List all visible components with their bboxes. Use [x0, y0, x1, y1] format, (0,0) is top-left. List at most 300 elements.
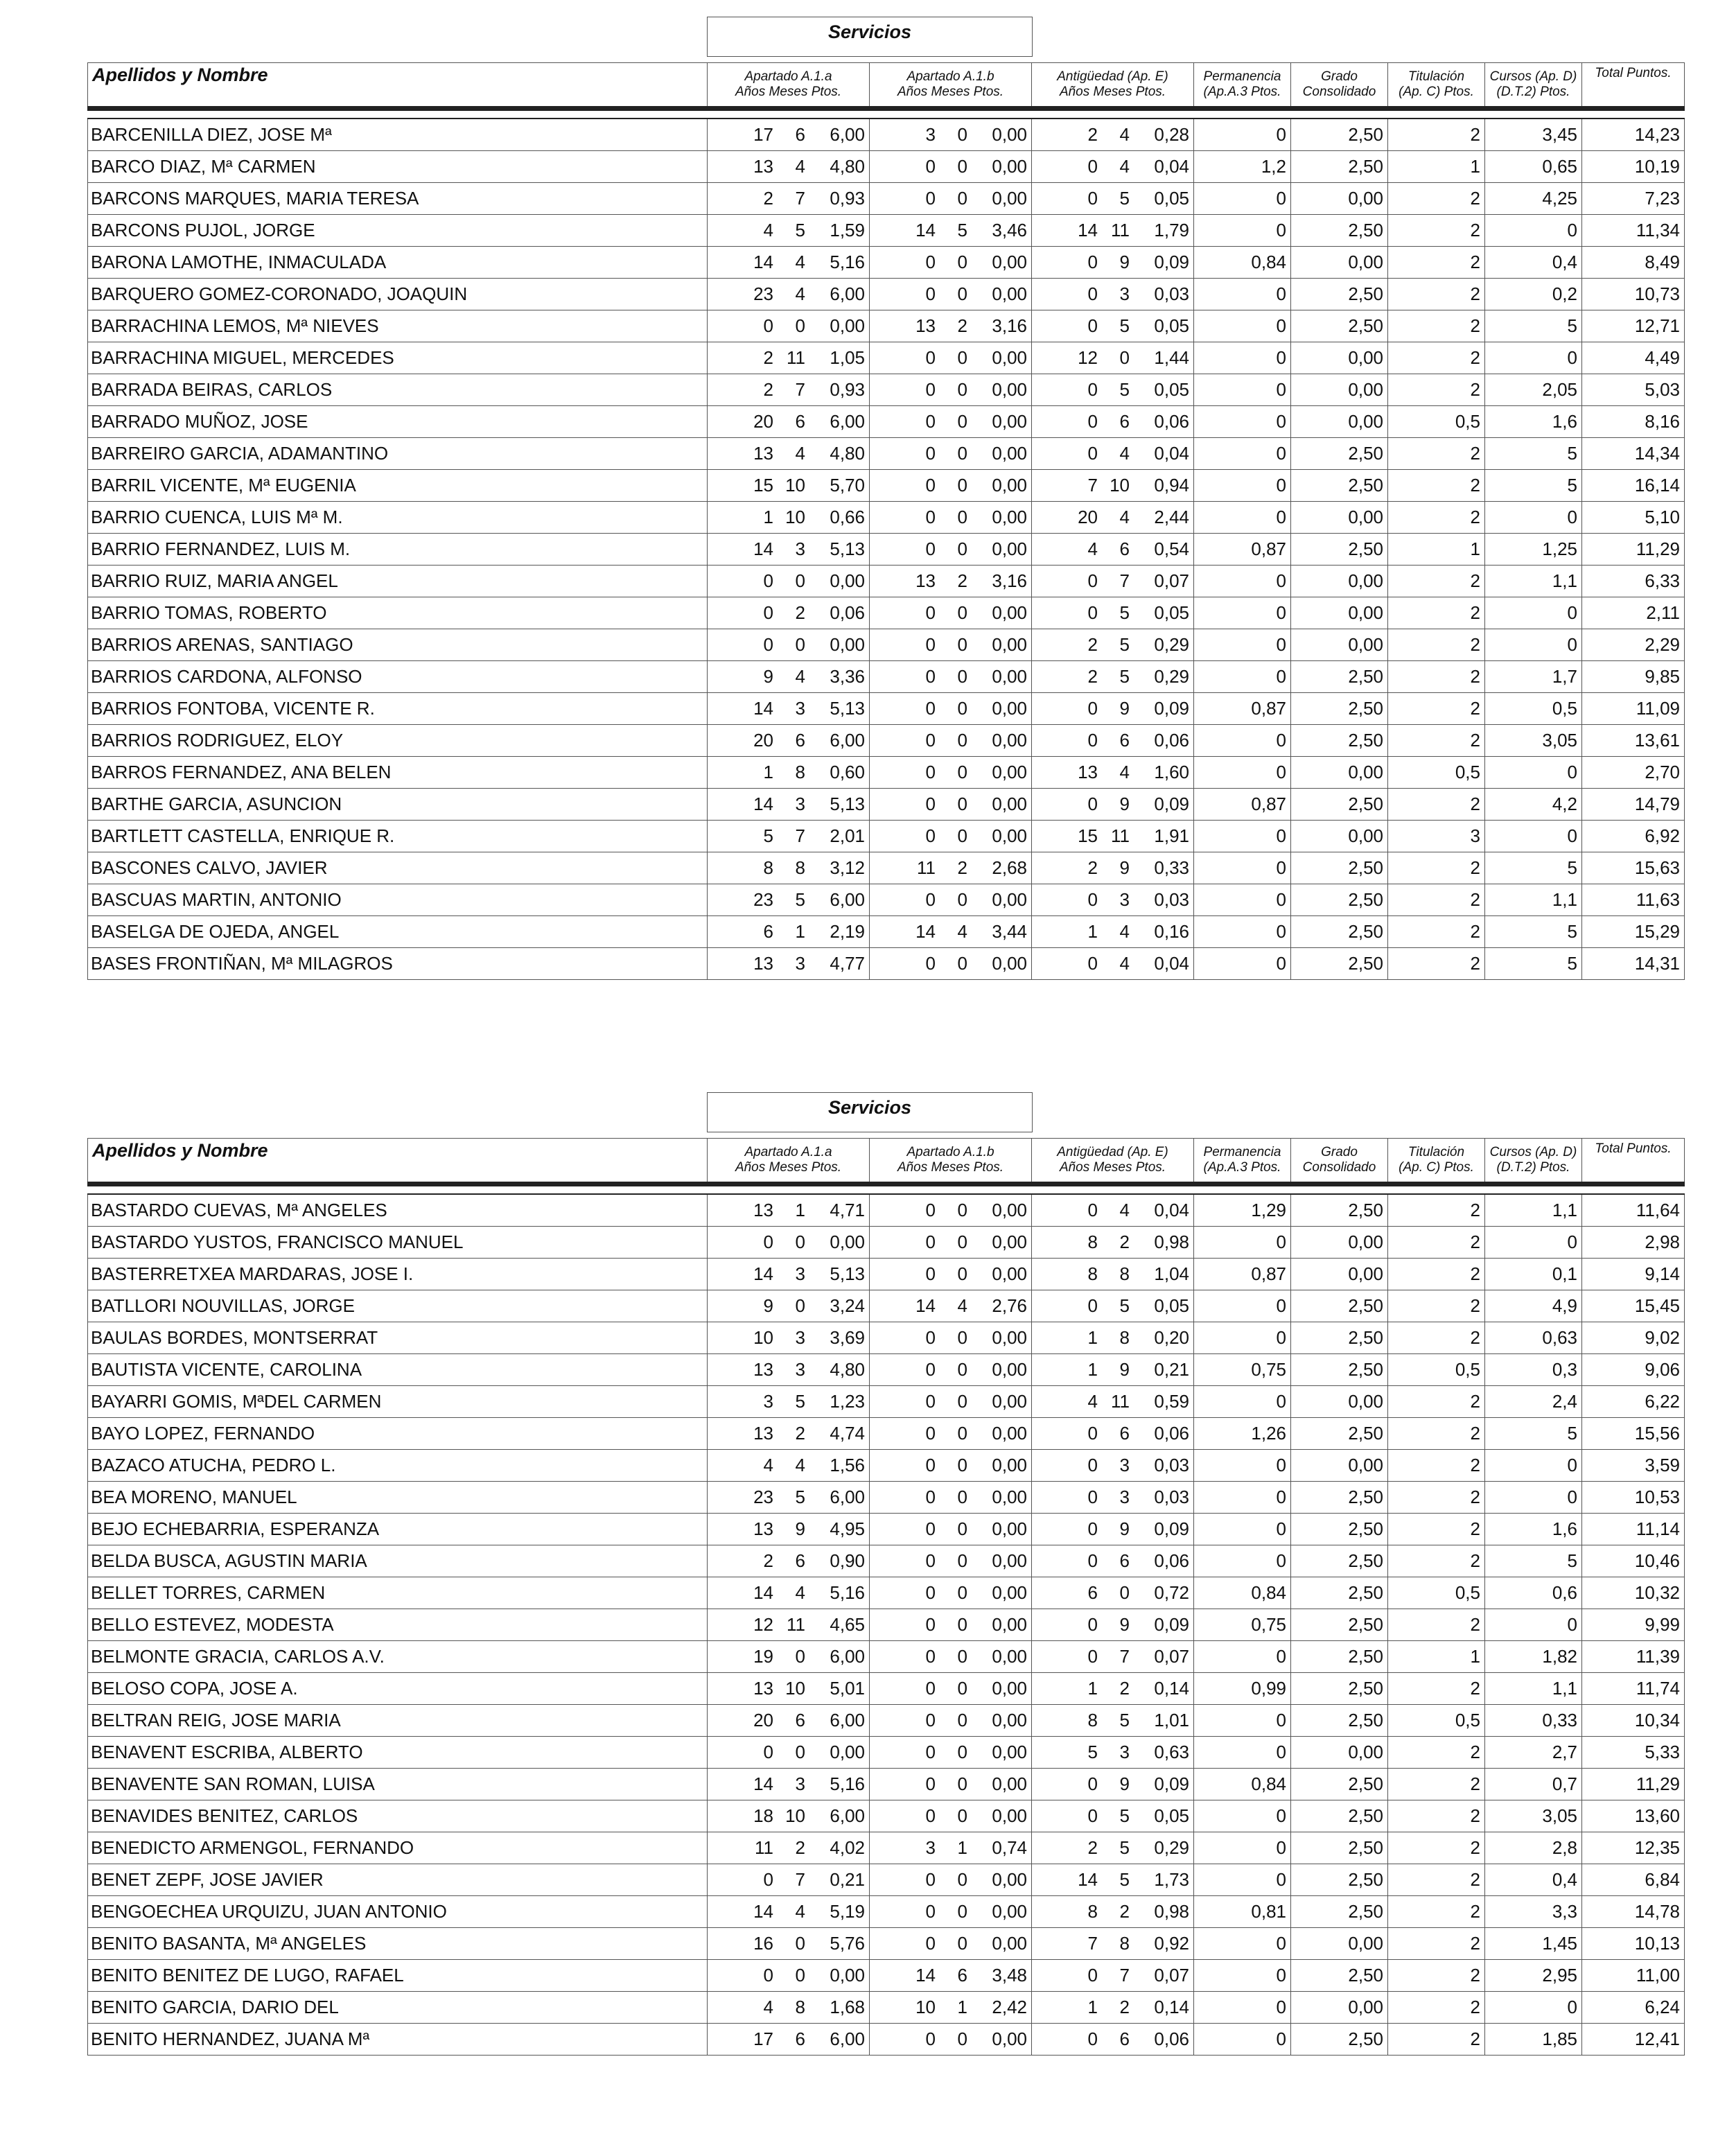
cell-a1b: [870, 852, 1032, 884]
cell-cursos: 0: [1485, 757, 1582, 789]
cell-a1b: [870, 279, 1032, 310]
cell-titulacion: 2: [1388, 1928, 1485, 1960]
cell-a1a: [708, 1577, 870, 1609]
cell-permanencia: 0: [1194, 1227, 1291, 1259]
cell-a1b-part: 0: [925, 1901, 936, 1922]
cell-name: BENITO GARCIA, DARIO DEL: [88, 1992, 708, 2024]
cell-grado: 0,00: [1291, 597, 1388, 629]
cell-a1b-part: 11: [917, 857, 936, 878]
cell-grado: 0,00: [1291, 821, 1388, 852]
cell-name: BENAVIDES BENITEZ, CARLOS: [88, 1800, 708, 1832]
col-a1b: Apartado A.1.b Años Meses Ptos.: [870, 63, 1032, 109]
cell-antiguedad: [1032, 1832, 1194, 1864]
cell-titulacion: 2: [1388, 342, 1485, 374]
cell-antiguedad: [1032, 884, 1194, 916]
cell-a1a-part: 0: [795, 1965, 805, 1986]
cell-antiguedad-part: 0: [1087, 1646, 1098, 1667]
cell-a1a-part: 0: [763, 570, 773, 591]
cell-total: 14,23: [1582, 119, 1685, 151]
cell-antiguedad-part: 0,04: [1154, 1200, 1189, 1220]
cell-a1b-part: 0: [957, 1487, 967, 1507]
cell-antiguedad: [1032, 1354, 1194, 1386]
cell-cursos: 1,6: [1485, 406, 1582, 438]
cell-antiguedad-part: 9: [1119, 794, 1130, 814]
cell-a1a-part: 10: [785, 507, 805, 527]
cell-name: BENAVENTE SAN ROMAN, LUISA: [88, 1769, 708, 1800]
cell-titulacion: 2: [1388, 438, 1485, 470]
table-row: [88, 1673, 1685, 1705]
cell-a1b-part: 0: [925, 1263, 936, 1284]
cell-cursos: 0,7: [1485, 1769, 1582, 1800]
cell-antiguedad-part: 10: [1110, 475, 1130, 496]
col-total: Total Puntos.: [1582, 63, 1685, 109]
table-header: [88, 1139, 1685, 1195]
cell-a1a: [708, 757, 870, 789]
cell-titulacion: 2: [1388, 183, 1485, 215]
cell-a1a: [708, 1514, 870, 1545]
cell-total: 14,79: [1582, 789, 1685, 821]
cell-a1b-part: 0: [957, 1901, 967, 1922]
cell-antiguedad-part: 0,05: [1154, 1805, 1189, 1826]
table-row: [88, 948, 1685, 980]
cell-a1a: [708, 151, 870, 183]
cell-a1b-part: 0,00: [992, 252, 1027, 272]
cell-antiguedad-part: 0,07: [1154, 1646, 1189, 1667]
table-row: [88, 1992, 1685, 2024]
cell-a1a-part: 13: [753, 1518, 773, 1539]
cell-antiguedad-part: 0,29: [1154, 1837, 1189, 1858]
table-row: [88, 247, 1685, 279]
cell-antiguedad-part: 0: [1119, 347, 1130, 368]
cell-titulacion: 2: [1388, 215, 1485, 247]
cell-name: BARQUERO GOMEZ-CORONADO, JOAQUIN: [88, 279, 708, 310]
cell-titulacion: 3: [1388, 821, 1485, 852]
cell-a1a-part: 1: [763, 507, 773, 527]
cell-grado: 2,50: [1291, 215, 1388, 247]
cell-permanencia: 0,87: [1194, 789, 1291, 821]
cell-a1b-part: 0: [925, 953, 936, 974]
cell-antiguedad-part: 3: [1119, 1487, 1130, 1507]
col-a1a: Apartado A.1.a Años Meses Ptos.: [708, 1139, 870, 1184]
cell-a1b-part: 0,00: [992, 411, 1027, 432]
cell-a1a: [708, 1290, 870, 1322]
cell-antiguedad-part: 0: [1087, 315, 1098, 336]
cell-antiguedad-part: 0,09: [1154, 698, 1189, 719]
cell-name: BARONA LAMOTHE, INMACULADA: [88, 247, 708, 279]
cell-antiguedad-part: 0: [1087, 188, 1098, 209]
cell-a1a-part: 6,00: [830, 124, 865, 145]
table-row: [88, 151, 1685, 183]
cell-a1b-part: 4: [957, 1295, 967, 1316]
cell-a1a-part: 5,19: [830, 1901, 865, 1922]
cell-a1a-part: 4,95: [830, 1518, 865, 1539]
cell-cursos: 2,95: [1485, 1960, 1582, 1992]
cell-a1a-part: 23: [753, 283, 773, 304]
cell-antiguedad-part: 5: [1119, 1295, 1130, 1316]
cell-total: 16,14: [1582, 470, 1685, 502]
cell-antiguedad-part: 0,03: [1154, 1455, 1189, 1475]
cell-name: BEJO ECHEBARRIA, ESPERANZA: [88, 1514, 708, 1545]
cell-a1b-part: 0: [925, 443, 936, 464]
cell-a1b-part: 0: [957, 188, 967, 209]
cell-titulacion: 2: [1388, 1673, 1485, 1705]
table-row: [88, 1864, 1685, 1896]
cell-name: BENEDICTO ARMENGOL, FERNANDO: [88, 1832, 708, 1864]
cell-a1b: [870, 1514, 1032, 1545]
cell-antiguedad-part: 0,06: [1154, 411, 1189, 432]
cell-cursos: 5: [1485, 438, 1582, 470]
cell-a1b-part: 0: [957, 1518, 967, 1539]
cell-a1a-part: 17: [753, 124, 773, 145]
table-row: [88, 470, 1685, 502]
cell-a1b: [870, 1545, 1032, 1577]
cell-a1a-part: 4,71: [830, 1200, 865, 1220]
cell-a1b-part: 0: [957, 252, 967, 272]
col-name: Apellidos y Nombre: [88, 63, 708, 109]
cell-permanencia: 0,84: [1194, 1769, 1291, 1800]
table-body: [88, 1194, 1685, 2056]
cell-antiguedad-part: 4: [1119, 443, 1130, 464]
cell-a1a: [708, 1992, 870, 2024]
cell-a1b: [870, 1992, 1032, 2024]
cell-a1b-part: 0,00: [992, 1773, 1027, 1794]
cell-a1b: [870, 310, 1032, 342]
cell-total: 6,84: [1582, 1864, 1685, 1896]
cell-permanencia: 0: [1194, 1800, 1291, 1832]
cell-a1b: [870, 1800, 1032, 1832]
cell-total: 13,61: [1582, 725, 1685, 757]
cell-a1b-part: 3: [925, 124, 936, 145]
cell-a1b-part: 0,00: [992, 1200, 1027, 1220]
cell-cursos: 4,25: [1485, 183, 1582, 215]
cell-a1a-part: 18: [753, 1805, 773, 1826]
cell-permanencia: 0: [1194, 566, 1291, 597]
cell-antiguedad-part: 0: [1087, 1518, 1098, 1539]
cell-name: BARROS FERNANDEZ, ANA BELEN: [88, 757, 708, 789]
cell-a1b: [870, 1673, 1032, 1705]
cell-name: BENAVENT ESCRIBA, ALBERTO: [88, 1737, 708, 1769]
cell-total: 6,33: [1582, 566, 1685, 597]
table-header: [88, 63, 1685, 119]
cell-total: 15,56: [1582, 1418, 1685, 1450]
cell-titulacion: 2: [1388, 119, 1485, 151]
cell-a1b-part: 0: [925, 283, 936, 304]
cell-a1a-part: 3: [795, 698, 805, 719]
cell-a1a: [708, 1737, 870, 1769]
cell-name: BARRIO CUENCA, LUIS Mª M.: [88, 502, 708, 534]
cell-a1a-part: 4,74: [830, 1423, 865, 1444]
cell-a1a-part: 0: [795, 1295, 805, 1316]
cell-grado: 2,50: [1291, 438, 1388, 470]
cell-grado: 2,50: [1291, 1514, 1388, 1545]
cell-a1b: [870, 247, 1032, 279]
cell-cursos: 0,65: [1485, 151, 1582, 183]
cell-antiguedad-part: 0: [1087, 1455, 1098, 1475]
table-row: [88, 1577, 1685, 1609]
cell-antiguedad: [1032, 470, 1194, 502]
cell-a1b-part: 0: [925, 1518, 936, 1539]
cell-a1a-part: 4,77: [830, 953, 865, 974]
cell-a1b-part: 0: [957, 953, 967, 974]
cell-a1a-part: 4,02: [830, 1837, 865, 1858]
cell-name: BARRIL VICENTE, Mª EUGENIA: [88, 470, 708, 502]
cell-a1a-part: 1,68: [830, 1997, 865, 2017]
cell-total: 11,00: [1582, 1960, 1685, 1992]
cell-a1b-part: 0: [957, 1327, 967, 1348]
cell-a1a-part: 13: [753, 1678, 773, 1699]
col-total: Total Puntos.: [1582, 1139, 1685, 1184]
cell-a1a: [708, 566, 870, 597]
cell-permanencia: 0: [1194, 1992, 1291, 2024]
cell-a1a-part: 0: [763, 1869, 773, 1890]
cell-antiguedad-part: 1: [1087, 1359, 1098, 1380]
cell-a1a: [708, 1928, 870, 1960]
cell-a1a-part: 0: [763, 315, 773, 336]
cell-a1b: [870, 374, 1032, 406]
cell-a1a: [708, 1832, 870, 1864]
cell-cursos: 0,63: [1485, 1322, 1582, 1354]
table-row: [88, 1418, 1685, 1450]
cell-antiguedad-part: 11: [1111, 825, 1130, 846]
cell-total: 12,35: [1582, 1832, 1685, 1864]
cell-antiguedad: [1032, 821, 1194, 852]
cell-a1a-part: 6,00: [830, 889, 865, 910]
cell-grado: 2,50: [1291, 725, 1388, 757]
col-cursos: Cursos (Ap. D) (D.T.2) Ptos.: [1485, 63, 1582, 109]
cell-a1b-part: 13: [915, 315, 936, 336]
cell-grado: 0,00: [1291, 502, 1388, 534]
cell-permanencia: 0: [1194, 342, 1291, 374]
cell-a1b-part: 0: [957, 1200, 967, 1220]
cell-permanencia: 0: [1194, 1864, 1291, 1896]
cell-a1b-part: 0,00: [992, 188, 1027, 209]
cell-a1b: [870, 438, 1032, 470]
cell-a1b: [870, 1259, 1032, 1290]
cell-cursos: 0: [1485, 1609, 1582, 1641]
cell-titulacion: 2: [1388, 1960, 1485, 1992]
cell-grado: 2,50: [1291, 279, 1388, 310]
table-row: [88, 310, 1685, 342]
cell-antiguedad: [1032, 1928, 1194, 1960]
cell-a1a-part: 1,05: [830, 347, 865, 368]
cell-a1a-part: 4: [795, 1582, 805, 1603]
cell-a1a-part: 7: [795, 1869, 805, 1890]
cell-cursos: 0: [1485, 1450, 1582, 1482]
cell-a1b: [870, 661, 1032, 693]
cell-antiguedad-part: 5: [1119, 602, 1130, 623]
cell-a1b-part: 0: [925, 1742, 936, 1762]
cell-cursos: 3,05: [1485, 1800, 1582, 1832]
cell-permanencia: 0: [1194, 821, 1291, 852]
cell-total: 6,92: [1582, 821, 1685, 852]
cell-antiguedad: [1032, 1769, 1194, 1800]
cell-titulacion: 2: [1388, 1450, 1485, 1482]
cell-grado: 0,00: [1291, 247, 1388, 279]
cell-a1a-part: 3: [763, 1391, 773, 1412]
table-row: [88, 884, 1685, 916]
col-a1b: Apartado A.1.b Años Meses Ptos.: [870, 1139, 1032, 1184]
cell-a1a-part: 0,00: [830, 570, 865, 591]
cell-a1b-part: 0: [957, 124, 967, 145]
cell-titulacion: 2: [1388, 948, 1485, 980]
cell-a1a-part: 6,00: [830, 411, 865, 432]
cell-titulacion: 2: [1388, 2024, 1485, 2056]
cell-a1b: [870, 629, 1032, 661]
cell-a1b: [870, 534, 1032, 566]
cell-antiguedad: [1032, 1450, 1194, 1482]
cell-permanencia: 0: [1194, 597, 1291, 629]
cell-antiguedad-part: 1,91: [1154, 825, 1189, 846]
cell-a1a-part: 14: [753, 538, 773, 559]
cell-a1a-part: 0: [763, 1965, 773, 1986]
cell-antiguedad-part: 1: [1087, 1327, 1098, 1348]
cell-a1b-part: 0: [925, 1805, 936, 1826]
cell-a1b-part: 0: [925, 347, 936, 368]
cell-antiguedad-part: 0,07: [1154, 1965, 1189, 1986]
cell-antiguedad-part: 1: [1087, 1678, 1098, 1699]
cell-a1a-part: 13: [753, 1200, 773, 1220]
cell-antiguedad-part: 0: [1119, 1582, 1130, 1603]
cell-grado: 2,50: [1291, 1609, 1388, 1641]
cell-a1b: [870, 502, 1032, 534]
cell-antiguedad-part: 8: [1087, 1263, 1098, 1284]
cell-name: BASCUAS MARTIN, ANTONIO: [88, 884, 708, 916]
cell-grado: 2,50: [1291, 1641, 1388, 1673]
cell-a1b-part: 0: [925, 1933, 936, 1954]
cell-a1b-part: 0: [957, 1805, 967, 1826]
cell-a1a-part: 4,65: [830, 1614, 865, 1635]
cell-a1a-part: 4,80: [830, 156, 865, 177]
cell-permanencia: 0: [1194, 1545, 1291, 1577]
cell-a1a-part: 0,93: [830, 379, 865, 400]
cell-name: BENITO BENITEZ DE LUGO, RAFAEL: [88, 1960, 708, 1992]
cell-a1a-part: 14: [753, 698, 773, 719]
cell-grado: 2,50: [1291, 1418, 1388, 1450]
cell-permanencia: 0: [1194, 215, 1291, 247]
cell-antiguedad-part: 3: [1119, 1742, 1130, 1762]
cell-antiguedad-part: 0: [1087, 411, 1098, 432]
cell-a1a-part: 4: [795, 252, 805, 272]
cell-a1a-part: 2: [763, 188, 773, 209]
cell-a1b-part: 0,00: [992, 953, 1027, 974]
cell-antiguedad: [1032, 247, 1194, 279]
table-row: [88, 566, 1685, 597]
cell-antiguedad-part: 0,94: [1154, 475, 1189, 496]
cell-titulacion: 2: [1388, 1609, 1485, 1641]
cell-a1a-part: 4: [795, 443, 805, 464]
cell-a1b-part: 3,16: [992, 315, 1027, 336]
cell-permanencia: 0: [1194, 1737, 1291, 1769]
cell-a1b-part: 0: [957, 1423, 967, 1444]
cell-a1b: [870, 1450, 1032, 1482]
cell-antiguedad-part: 4: [1119, 124, 1130, 145]
cell-a1b-part: 0,00: [992, 1646, 1027, 1667]
cell-titulacion: 2: [1388, 1418, 1485, 1450]
cell-total: 14,34: [1582, 438, 1685, 470]
cell-antiguedad-part: 0,33: [1154, 857, 1189, 878]
cell-a1a-part: 0: [795, 570, 805, 591]
cell-name: BELLO ESTEVEZ, MODESTA: [88, 1609, 708, 1641]
cell-a1a-part: 0,93: [830, 188, 865, 209]
cell-name: BARRIO TOMAS, ROBERTO: [88, 597, 708, 629]
cell-permanencia: 0: [1194, 374, 1291, 406]
cell-a1a-part: 3: [795, 1773, 805, 1794]
cell-antiguedad-part: 6: [1119, 411, 1130, 432]
cell-name: BARRIOS RODRIGUEZ, ELOY: [88, 725, 708, 757]
cell-grado: 2,50: [1291, 1354, 1388, 1386]
cell-a1b-part: 0,00: [992, 1742, 1027, 1762]
cell-a1b-part: 0: [925, 602, 936, 623]
cell-antiguedad-part: 7: [1119, 570, 1130, 591]
table-row: [88, 1769, 1685, 1800]
cell-grado: 2,50: [1291, 310, 1388, 342]
cell-name: BELOSO COPA, JOSE A.: [88, 1673, 708, 1705]
cell-antiguedad-part: 6: [1119, 1550, 1130, 1571]
cell-a1b-part: 1: [957, 1837, 967, 1858]
cell-name: BENGOECHEA URQUIZU, JUAN ANTONIO: [88, 1896, 708, 1928]
cell-a1b-part: 2: [957, 570, 967, 591]
cell-grado: 2,50: [1291, 884, 1388, 916]
cell-a1b: [870, 725, 1032, 757]
cell-cursos: 0: [1485, 597, 1582, 629]
cell-permanencia: 0,87: [1194, 1259, 1291, 1290]
cell-a1b-part: 0: [957, 762, 967, 782]
table-row: [88, 725, 1685, 757]
cell-a1b-part: 4: [957, 921, 967, 942]
cell-antiguedad: [1032, 629, 1194, 661]
cell-a1a-part: 4,80: [830, 1359, 865, 1380]
cell-cursos: 3,45: [1485, 119, 1582, 151]
cell-a1b-part: 0: [925, 1327, 936, 1348]
cell-permanencia: 0: [1194, 1322, 1291, 1354]
cell-a1a-part: 10: [753, 1327, 773, 1348]
cell-cursos: 1,1: [1485, 566, 1582, 597]
cell-a1a-part: 4: [763, 220, 773, 240]
cell-a1b-part: 0: [925, 156, 936, 177]
cell-a1b: [870, 1194, 1032, 1227]
cell-a1b-part: 0,00: [992, 1518, 1027, 1539]
cell-a1b-part: 0,00: [992, 794, 1027, 814]
cell-permanencia: 0: [1194, 119, 1291, 151]
cell-a1b-part: 0,00: [992, 1933, 1027, 1954]
cell-a1b-part: 0,00: [992, 1455, 1027, 1475]
cell-total: 10,53: [1582, 1482, 1685, 1514]
cell-antiguedad-part: 8: [1087, 1232, 1098, 1252]
cell-a1a: [708, 852, 870, 884]
cell-a1a-part: 3: [795, 1359, 805, 1380]
cell-grado: 0,00: [1291, 566, 1388, 597]
cell-a1b: [870, 693, 1032, 725]
cell-a1a-part: 10: [785, 475, 805, 496]
cell-name: BATLLORI NOUVILLAS, JORGE: [88, 1290, 708, 1322]
cell-titulacion: 2: [1388, 374, 1485, 406]
cell-antiguedad-part: 3: [1119, 1455, 1130, 1475]
cell-permanencia: 0: [1194, 852, 1291, 884]
cell-a1b-part: 0: [957, 443, 967, 464]
cell-titulacion: 2: [1388, 852, 1485, 884]
cell-a1a-part: 19: [753, 1646, 773, 1667]
cell-cursos: 1,45: [1485, 1928, 1582, 1960]
cell-grado: 2,50: [1291, 852, 1388, 884]
cell-permanencia: 0: [1194, 1641, 1291, 1673]
col-titulacion: Titulación (Ap. C) Ptos.: [1388, 63, 1485, 109]
cell-antiguedad-part: 4: [1087, 538, 1098, 559]
table-row: [88, 1514, 1685, 1545]
cell-a1b: [870, 597, 1032, 629]
cell-a1b-part: 0: [925, 1455, 936, 1475]
cell-a1a-part: 10: [785, 1678, 805, 1699]
cell-total: 10,13: [1582, 1928, 1685, 1960]
